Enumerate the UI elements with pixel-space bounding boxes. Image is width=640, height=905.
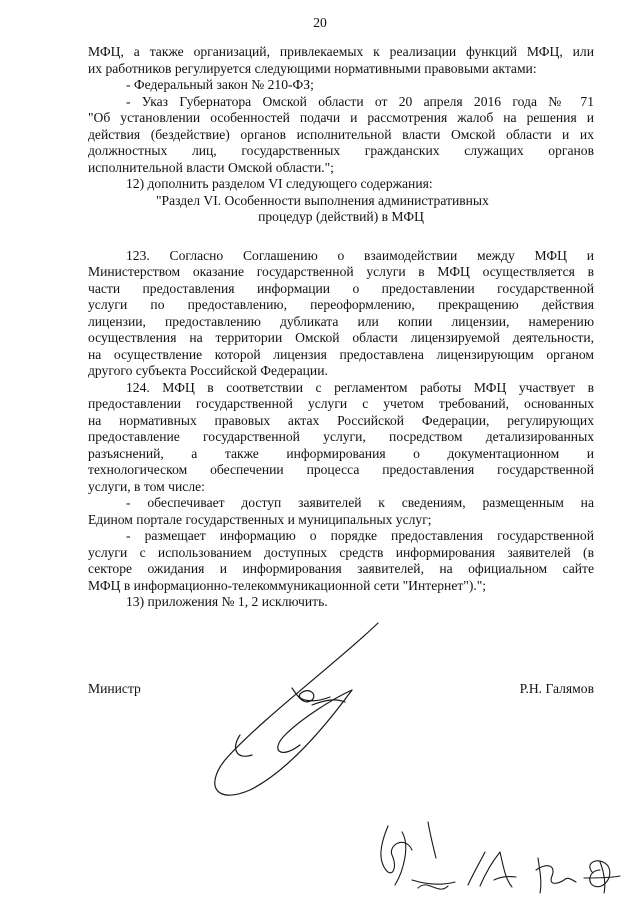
text-line: услуги, в том числе:: [88, 478, 205, 494]
clause-123: 123. Согласно Соглашению о взаимодействии между МФЦ и: [126, 247, 594, 263]
list-item: - обеспечивает доступ заявителей к сведениям, размещенным на: [126, 495, 594, 510]
text-line: 12) дополнить разделом VI следующего содержания:: [126, 176, 433, 191]
text-line: лицензии, предоставлению дубликата или копии лицензии, намерению: [88, 313, 594, 329]
section-title: процедур (действий) в МФЦ: [258, 209, 424, 224]
clause-124: 124. МФЦ в соответствии с регламентом работы МФЦ участвует в: [126, 379, 594, 395]
text-line: услуги по предоставлению, переоформлению, прекращению действия: [88, 297, 594, 312]
text-line: "Об установлении особенностей подачи и рассмотрения жалоб на решения и: [88, 110, 594, 125]
list-item: - размещает информацию о порядке предоставления государственной: [126, 528, 594, 543]
text-line: должностных лиц, государственных гражданских служащих органов: [88, 143, 594, 158]
text-line: другого субъекта Российской Федерации.: [88, 363, 328, 378]
text-line: Министерством оказание государственной услуги в МФЦ осуществляется в: [88, 264, 594, 279]
section-title: "Раздел VI. Особенности выполнения административных: [156, 192, 489, 208]
text-line: на осуществление которой лицензия предоставлена лицензирующим органом: [88, 346, 594, 362]
page-number: 20: [313, 15, 327, 30]
text-line: осуществления на территории Омской области лицензируемой деятельности,: [88, 330, 594, 345]
text-line: Едином портале государственных и муниципальных услуг;: [88, 511, 432, 527]
text-line: МФЦ, а также организаций, привлекаемых к реализации функций МФЦ, или: [88, 44, 594, 59]
text-line: предоставление государственной услуги, посредством детализированных: [88, 429, 594, 444]
signatory-position: Министр: [88, 681, 141, 696]
text-line: секторе ожидания и информирования заявителей, на официальном сайте: [88, 561, 594, 576]
text-line: предоставлении государственной услуги с учетом требований, основанных: [88, 396, 594, 411]
text-line: действия (бездействие) органов исполнительной власти Омской области и их: [88, 126, 594, 142]
text-line: части предоставления информации о предоставлении государственной: [88, 280, 594, 296]
text-line: на нормативных правовых актах Российской Федерации, регулирующих: [88, 412, 594, 428]
text-line: МФЦ в информационно-телекоммуникационной сети "Интернет").";: [88, 577, 487, 593]
text-line: технологическом обеспечении процесса предоставления государственной: [88, 462, 594, 477]
text-line: разъяснений, а также информирования о документационном и: [88, 445, 594, 461]
list-item: - Указ Губернатора Омской области от 20 апреля 2016 года № 71: [126, 93, 594, 109]
signatory-name: Р.Н. Галямов: [519, 681, 594, 696]
text-line: их работников регулируется следующими нормативными правовыми актами:: [88, 60, 537, 76]
list-item: - Федеральный закон № 210-ФЗ;: [126, 77, 314, 92]
text-line: исполнительной власти Омской области.";: [88, 159, 334, 175]
text-line: 13) приложения № 1, 2 исключить.: [126, 594, 328, 609]
text-line: услуги с использованием доступных средств информирования заявителей (в: [88, 544, 594, 560]
